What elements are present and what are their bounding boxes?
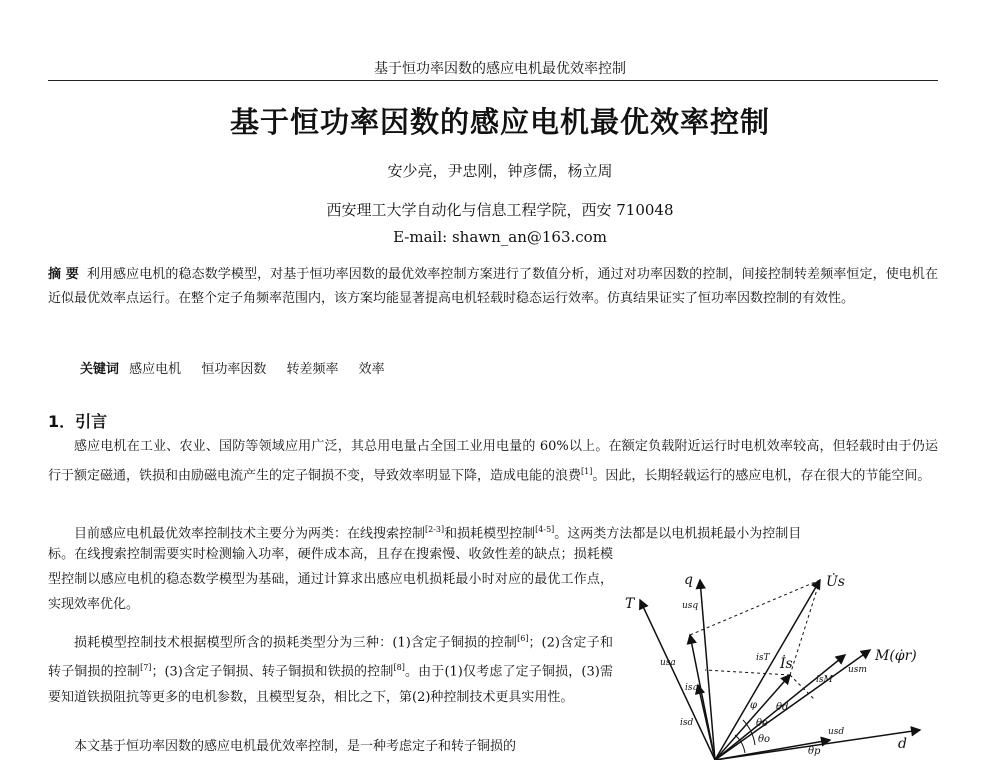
running-header: 基于恒功率因数的感应电机最优效率控制 bbox=[374, 61, 626, 77]
label-T: T bbox=[625, 596, 635, 612]
label-usm: usm bbox=[848, 665, 867, 675]
keyword: 感应电机 bbox=[129, 362, 182, 377]
Us-vector bbox=[715, 580, 820, 760]
keyword: 效率 bbox=[358, 362, 385, 377]
abstract bbox=[48, 263, 938, 311]
citation: [2-3] bbox=[425, 525, 445, 534]
label-theta-e: θe bbox=[756, 718, 768, 729]
label-theta-p: θp bbox=[808, 746, 821, 757]
authors: 安少亮，尹忠刚，钟彦儒，杨立周 bbox=[387, 162, 613, 180]
paper-title: 基于恒功率因数的感应电机最优效率控制 bbox=[229, 105, 770, 139]
label-usa: usa bbox=[660, 658, 676, 668]
paragraph-2-start: 目前感应电机最优效率控制技术主要分为两类：在线搜索控制[2-3]和损耗模型控制[4-5]。这两类方法都是以电机损耗最小为控制目 bbox=[74, 525, 802, 542]
abstract-text: 利用感应电机的稳态数学模型，对基于恒功率因数的最优效率控制方案进行了数值分析，通过对功率因数的控制，间接控制转差频率恒定，使电机在近似最优效率点运行。在整个定子角频率范围内，该方案均能显著提高电机轻载时稳态运行效率。仿真结果证实了恒功率因数控制的有效性。 bbox=[48, 267, 938, 306]
label-theta-o: θo bbox=[758, 734, 771, 745]
keyword: 转差频率 bbox=[286, 362, 339, 377]
label-theta-d: θd bbox=[776, 702, 789, 713]
citation: [4-5] bbox=[535, 525, 555, 534]
label-usq: usq bbox=[682, 601, 699, 611]
label-M: M(φ̇r) bbox=[875, 648, 917, 664]
abstract-label: 摘 要 bbox=[48, 267, 79, 282]
keyword: 恒功率因数 bbox=[201, 362, 267, 377]
label-isd: isd bbox=[680, 718, 694, 728]
keywords bbox=[80, 358, 401, 377]
paragraph-4: 本文基于恒功率因数的感应电机最优效率控制，是一种考虑定子和转子铜损的 bbox=[74, 739, 517, 754]
label-usd: usd bbox=[828, 727, 845, 737]
label-Us: U̇s bbox=[826, 574, 845, 590]
paragraph-1: 感应电机在工业、农业、国防等领域应用广泛，其总用电量占全国工业用电量的 60%以上。在额定负载附近运行时电机效率较高，但轻载时由于仍运行于额定磁通，铁损和由励磁电流产生的定子铜损不变，导致效率明显下降，造成电能的浪费[1]。因此，长期轻载运行的感应电机，存在很大的节能空间。 bbox=[48, 439, 938, 484]
label-isT: isT bbox=[756, 653, 770, 663]
label-q: q bbox=[684, 572, 693, 588]
label-isM: isM bbox=[816, 675, 833, 685]
citation: [6] bbox=[517, 634, 529, 643]
label-phi: φ bbox=[750, 700, 758, 711]
affiliation: 西安理工大学自动化与信息工程学院，西安 710048 bbox=[326, 201, 674, 219]
paragraph-2-cont: 标。在线搜索控制需要实时检测输入功率，硬件成本高，且存在搜索慢、收敛性差的缺点；损耗模型控制以感应电机的稳态数学模型为基础，通过计算求出感应电机损耗最小时对应的最优工作点，实现效率优化。 bbox=[48, 547, 613, 612]
usa-vector bbox=[690, 635, 715, 760]
citation: [7] bbox=[140, 663, 152, 673]
citation: [8] bbox=[393, 663, 405, 673]
label-d: d bbox=[898, 736, 907, 752]
header-rule bbox=[48, 80, 938, 81]
label-isq: isq bbox=[685, 683, 699, 693]
label-Is: İs bbox=[780, 656, 793, 672]
citation: [1] bbox=[581, 467, 593, 476]
paragraph-3: 损耗模型控制技术根据模型所含的损耗类型分为三种：(1)含定子铜损的控制[6]；(2)含定子和转子铜损的控制[7]；(3)含定子铜损、转子铜损和铁损的控制[8]。由于(1)仅考虑了定子铜损，(3)需要知道铁损阻抗等更多的电机参数，且模型复杂，相比之下，第(2)种控制技术更具实用性。 bbox=[48, 634, 613, 705]
keywords-label: 关键词 bbox=[80, 362, 120, 377]
section-heading: 1．引言 bbox=[48, 412, 108, 431]
Is-vector bbox=[715, 675, 790, 760]
vector-diagram bbox=[620, 560, 960, 760]
email: E-mail: shawn_an@163.com bbox=[393, 228, 607, 246]
